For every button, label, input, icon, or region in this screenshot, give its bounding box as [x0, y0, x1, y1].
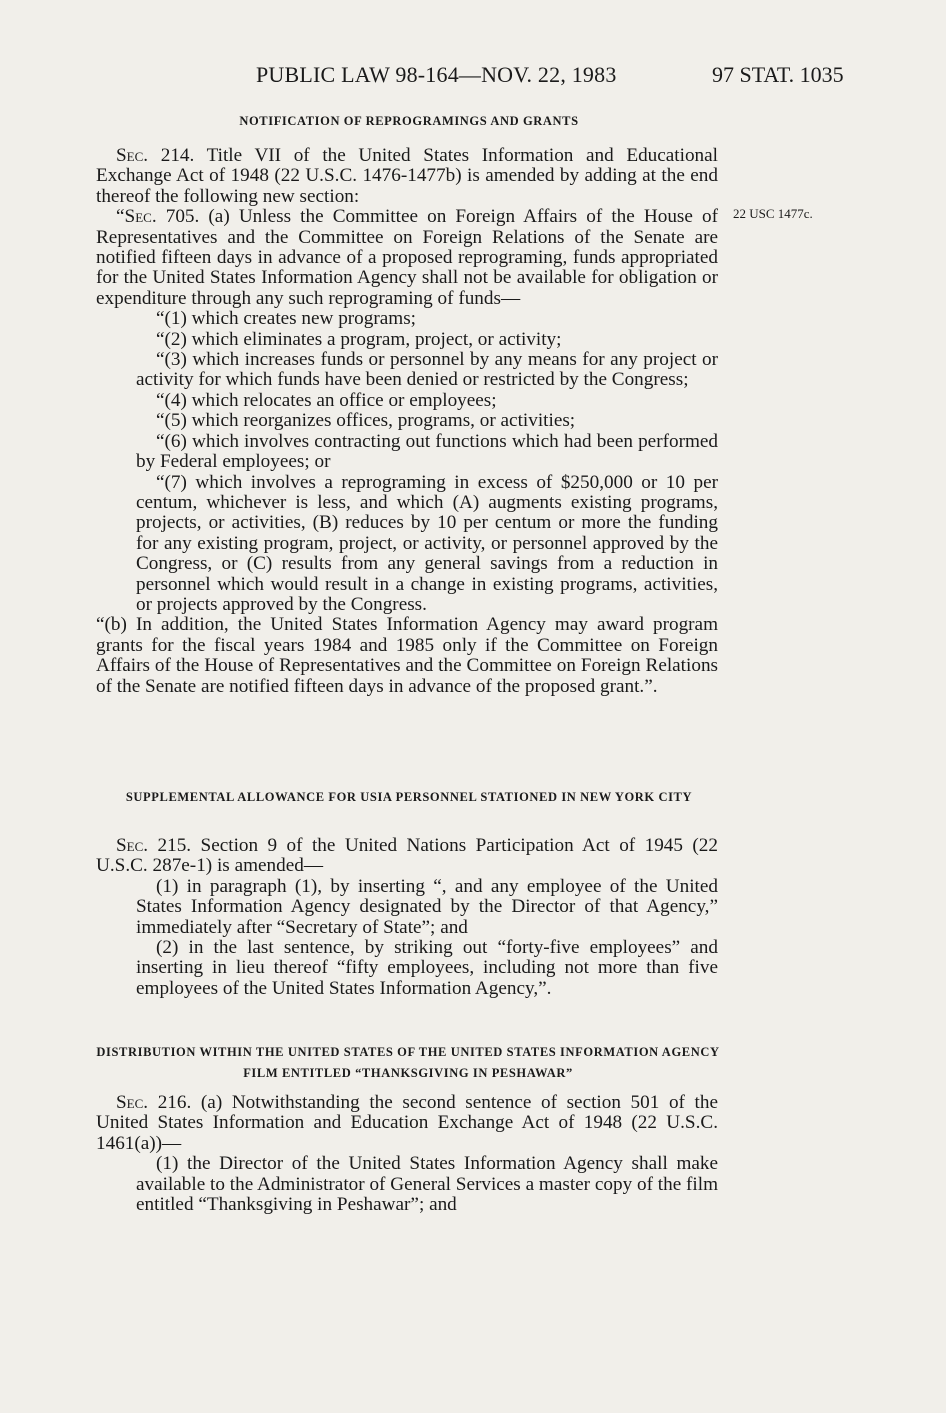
section-214-intro — [96, 146, 718, 207]
sec-label: Sec — [116, 835, 144, 856]
section-215-intro-text: . 215. Section 9 of the United Nations Participation Act of 1945 (22 U.S.C. 287e-1) is amended— — [96, 835, 718, 877]
sec-label: Sec — [116, 145, 144, 166]
section-216-body — [96, 1093, 718, 1215]
section-214-intro-text: . 214. Title VII of the United States Information and Educational Exchange Act of 1948 (22 U.S.C. 1476-1477b) is amended by adding at the end thereof the following new section: — [96, 145, 718, 207]
section-705-paragraph-a — [96, 207, 718, 309]
running-header-page: 97 STAT. 1035 — [712, 62, 844, 87]
section-215-heading: SUPPLEMENTAL ALLOWANCE FOR USIA PERSONNEL STATIONED IN NEW YORK CITY — [125, 790, 693, 804]
section-214-heading: NOTIFICATION OF REPROGRAMINGS AND GRANTS — [239, 114, 579, 128]
section-216-heading: DISTRIBUTION WITHIN THE UNITED STATES OF THE UNITED STATES INFORMATION AGENCY FILM ENTITLED “THANKSGIVING IN PESHAWAR” — [96, 1045, 720, 1080]
open-quote: “ — [116, 206, 125, 228]
section-214-body — [96, 146, 718, 697]
list-item: (1) in paragraph (1), by inserting “, and any employee of the United States Information Agency designated by the Director of that Agency,” immediately after “Secretary of State”; and — [136, 875, 718, 938]
list-item: (2) in the last sentence, by striking out “forty-five employees” and inserting in lieu thereof “fifty employees, including not more than five employees of the United States Information Agency,”. — [136, 937, 718, 999]
section-705-paragraph-b: “(b) In addition, the United States Information Agency may award program grants for the fiscal years 1984 and 1985 only if the Committee on Foreign Affairs of the House of Representatives and the Committee on Foreign Relations of the Senate are notified fifteen days in advance of the proposed grant.”. — [96, 614, 718, 697]
sec-label: Sec — [116, 1092, 144, 1113]
margin-citation: 22 USC 1477c. — [733, 206, 813, 221]
sec-label: Sec — [124, 206, 152, 228]
section-216-intro — [96, 1093, 718, 1154]
list-item: “(3) which increases funds or personnel by any means for any project or activity for which funds have been denied or restricted by the Congress; — [136, 349, 718, 391]
section-215-intro — [96, 836, 718, 877]
list-item: “(1) which creates new programs; — [156, 308, 416, 330]
section-216-intro-text: . 216. (a) Notwithstanding the second sentence of section 501 of the United States Information and Education Exchange Act of 1948 (22 U.S.C. 1461(a))— — [96, 1092, 718, 1154]
list-item: “(2) which eliminates a program, project, or activity; — [156, 328, 562, 350]
list-item: “(4) which relocates an office or employees; — [156, 389, 497, 411]
list-item: “(5) which reorganizes offices, programs, or activities; — [156, 410, 576, 432]
list-item: “(6) which involves contracting out functions which had been performed by Federal employees; or — [136, 430, 718, 473]
list-item: “(7) which involves a reprograming in excess of $250,000 or 10 per centum, whichever is less, and which (A) augments existing programs, projects, or activities, (B) reduces by 10 per centum or more the funding for any existing program, project, or activity, or personnel approved by the Congress, or (C) results from any general savings from a reduction in personnel which would result in a change in existing programs, activities, or projects approved by the Congress. — [136, 471, 718, 615]
section-705-text: . 705. (a) Unless the Committee on Foreign Affairs of the House of Representatives and the Committee on Foreign Relations of the Senate are notified fifteen days in advance of a proposed reprograming, funds appropriated for the United States Information Agency shall not be available for obligation or expenditure through any such reprograming of funds— — [96, 206, 718, 309]
running-header-title: PUBLIC LAW 98-164—NOV. 22, 1983 — [256, 62, 617, 87]
list-item: (1) the Director of the United States Information Agency shall make available to the Administrator of General Services a master copy of the film entitled “Thanksgiving in Peshawar”; and — [136, 1153, 718, 1216]
section-215-body — [96, 836, 718, 999]
